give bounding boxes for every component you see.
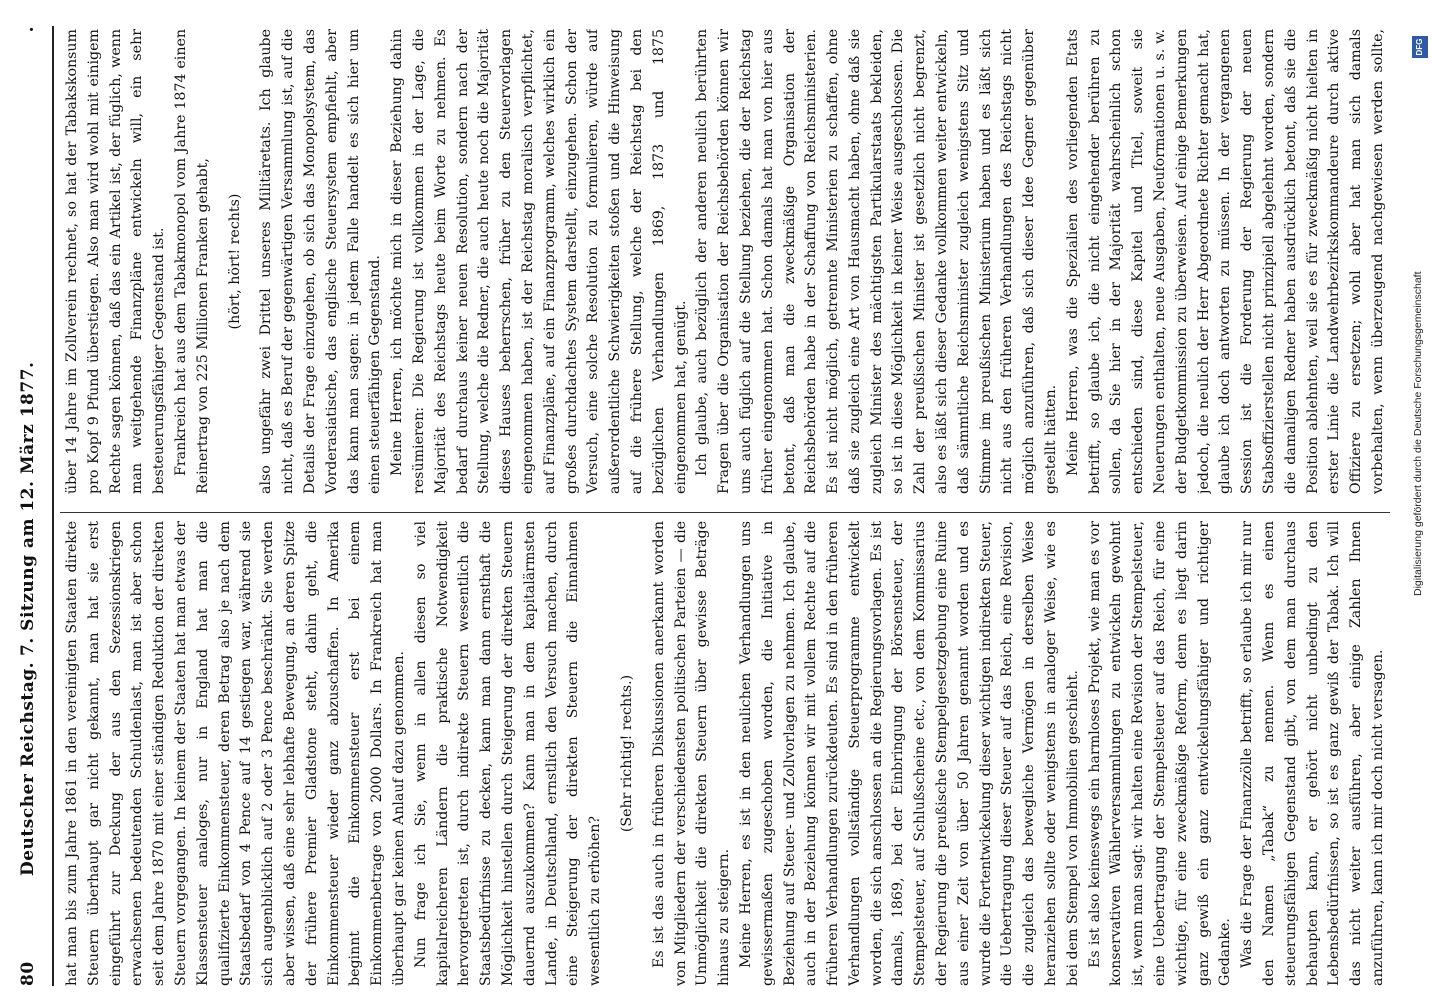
interjection: (hört, hört! rechts) bbox=[226, 193, 243, 330]
paragraph bbox=[1390, 521, 1392, 986]
paragraph: Ich glaube, auch bezüglich der anderen neulich berührten Fragen über die Organisation der Reichsbehörden können wir uns auch füglich auf die Stellung beziehen, die der Reichstag früher eingenommen hat. Schon damals hat man von hier aus betont, daß man die zweckmäßige Organisation der Reichsbehörden habe in der Schaffung von Reichsministerien. Es ist nicht möglich, getrennte Ministerien zu schaffen, ohne daß sie zugleich eine Art von Hausmacht haben, ohne daß sie zugleich Minister des mächtigsten Partikularstaats bekleiden, so ist in diese Möglichkeit in keiner Weise ausgeschlossen. Die Zahl der preußischen Minister ist gesetzlich nicht begrenzt, also es läßt sich dieser Gedanke vollkommen weiter entwickeln, daß sämmtliche Reichsminister zugleich wenigstens Sitz und Stimme im preußischen Ministerium haben und es läßt sich nicht aus den früheren Verhandlungen des Reichstags nicht möglich anzuführen, daß sich dieser Idee Gegner gegenüber gestellt hätten. bbox=[694, 29, 1060, 494]
paragraph: Meine Herren, es ist in den neulichen Verhandlungen uns gewissermaßen zugeschoben worden, die Initiative in Beziehung auf Steuer- und Zollvorlagen zu nehmen. Ich glaube, auch in der Beziehung können wir mit vollem Rechte auf die früheren Verhandlungen zurückdeuten. Es sind in den früheren Verhandlungen vollständige Steuerprogramme entwickelt worden, die sich anschlossen an die Regierungsvorlagen. Es ist damals, 1869, bei der Einbringung der Börsensteuer, der Stempelsteuer, auf Schlußscheine etc., von dem Kommissarius der Regierung die preußische Stempelgesetzgebung eine Ruine aus einer Zeit von über 50 Jahren genannt worden und es wurde die Fortentwickelung dieser wichtigen indirekten Steuer, die Uebertragung dieser Steuer auf das Reich, eine Revision, die zugleich das bewegliche Vermögen in derselben Weise heranziehen sollte oder wenigstens in analoger Weise, wie es bei dem Stempel von Immobilien geschieht. bbox=[737, 521, 1081, 986]
paragraph: Es ist also keineswegs ein harmloses Projekt, wie man es vor konservativen Wählerversammlungen zu entwickeln gewohnt ist, wenn man sagt: wir halten eine Revision der Stempelsteuer, eine Uebertragung der Stempelsteuer auf das Reich, für eine wichtige, für eine zweckmäßige Reform, denn es liegt darin ganz gewiß ein ganz entwickelungsfähiger und richtiger Gedanke. bbox=[1086, 521, 1234, 986]
interjection: (Sehr richtig! rechts.) bbox=[618, 674, 635, 833]
right-column bbox=[62, 29, 1392, 494]
paragraph: hat man bis zum Jahre 1861 in den vereinigten Staaten direkte Steuern überhaupt gar nicht gekannt, man hat sie erst eingeführt zur Deckung der aus den Sezessionskriegen erwachsenen bedeutenden Schuldenlast, man ist aber schon seit dem Jahre 1870 mit einer ständigen Reduktion der direkten Steuern vorgegangen. In keinem der Staaten hat man etwas der Klassensteuer analoges, nur in England hat man die qualifizierte Einkommensteuer, deren Betrag also je nach dem Staatsbedarf von 4 Pence auf 14 gestiegen war, während sie sich augenblicklich auf 2 oder 3 Pence beschränkt. Sie werden aber wissen, daß eine sehr lebhafte Bewegung, an deren Spitze der frühere Premier Gladstone steht, dahin geht, die Einkommensteuer wieder ganz abzuschaffen. In Amerika beginnt die Einkommensteuer erst bei einem Einkommenbetrage von 2000 Dollars. In Frankreich hat man überhaupt gar keinen Anlauf dazu genommen. bbox=[64, 521, 407, 986]
paragraph: Meine Herren, ich möchte mich in dieser Beziehung dahin resümieren: Die Regierung ist vollkommen in der Lage, die Majorität des Reichstags heute beim Worte zu nehmen. Es bedarf durchaus keiner neuen Resolution, sondern nach der Stellung, welche die Redner, die auch heute noch die Majorität dieses Hauses beherrschen, früher zu den Steuervorlagen eingenommen haben, ist der Reichstag moralisch verpflichtet, auf Finanzpläne, auf ein Finanzprogramm, welches wirklich ein großes durchdachtes System darstellt, einzugehen. Schon der Versuch, eine solche Resolution zu formulieren, würde auf außerordentliche Schwierigkeiten stoßen und die Hinweisung auf die frühere Stellung, welche der Reichstag bei den bezüglichen Verhandlungen 1869, 1873 und 1875 eingenommen hat, genügt. bbox=[389, 29, 689, 494]
paragraph: Nun frage ich Sie, wenn in allen diesen so viel kapitalreicheren Ländern die praktische Notwendigkeit hervorgetreten ist, durch indirekte Steuern wesentlich die Staatsbedürfnisse zu decken, kann man dann ernsthaft die Möglichkeit hinstellen durch Steigerung der direkten Steuern dauernd auszukommen? Kann man in dem kapitalärmsten Lande, in Deutschland, ernstlich den Versuch machen, durch eine Steigerung der direkten Steuern die Einnahmen wesentlich zu erhöhen? bbox=[412, 521, 604, 986]
header-rule bbox=[52, 26, 54, 986]
publication-title: Deutscher Reichstag. bbox=[18, 661, 38, 876]
page-header bbox=[18, 26, 48, 986]
paragraph: Was die Frage der Finanzzölle betrifft, so erlaube ich mir nur den Namen „Tabak“ zu nennen. Wenn es einen steuerungsfähigen Gegenstand gibt, von dem man durchaus behaupten kann, er gehört nicht unbedingt zu den Lebensbedürfnissen, so ist es ganz gewiß der Tabak. Ich will das nicht weiter ausführen, aber einige Zahlen Ihnen anzuführen, kann ich mir doch nicht versagen. bbox=[1239, 521, 1387, 986]
paragraph: Es ist das auch in früheren Diskussionen anerkannt worden von Mitgliedern der verschiedensten politischen Parteien — die Unmöglichkeit die direkten Steuern über gewisse Beträge hinaus zu steigern. bbox=[650, 521, 733, 986]
dfg-logo-text: DFG bbox=[1415, 38, 1424, 56]
left-column bbox=[62, 521, 1392, 986]
paragraph: Frankreich hat aus dem Tabakmonopol vom Jahre 1874 einen Reinertrag von 225 Millionen Franken gehabt, bbox=[172, 29, 211, 494]
page-number: 80 bbox=[18, 961, 38, 986]
paragraph: über 14 Jahre im Zollverein rechnet, so hat der Tabakskonsum pro Kopf 9 Pfund überstiegen. Also man wird wohl mit einigem Rechte sagen können, daß das ein Artikel ist, der füglich, wenn man weitgehende Finanzpläne entwickeln will, ein sehr besteuerungsfähiger Gegenstand ist. bbox=[64, 29, 168, 494]
header-mark: . bbox=[18, 26, 38, 33]
credit-text: Digitalisierung gefördert durch die Deutsche Forschungsgemeinschaft bbox=[1412, 271, 1424, 596]
session-date: 7. Sitzung am 12. März 1877. bbox=[18, 361, 38, 656]
paragraph: also ungefähr zwei Drittel unseres Militäretats. Ich glaube nicht, daß es Beruf der gegenwärtigen Versammlung ist, auf die Details der Frage einzugehen, ob sich das Monopolsystem, das Vorderasiatische, das englische Steuersystem empfiehlt, aber das kann man sagen: in jedem Falle handelt es sich hier um einen steuerfähigen Gegenstand. bbox=[258, 29, 384, 494]
digitization-credit bbox=[1412, 36, 1430, 596]
column-divider bbox=[60, 512, 1390, 513]
paragraph: Meine Herren, was die Spezialien des vorliegenden Etats betrifft, so glaube ich, die nicht eingehender berühren zu sollen, da Sie hier in der Majorität wahrscheinlich schon entschieden sind, diese Kapitel und Titel, soweit sie Neuerungen enthalten, neue Ausgaben, Neuformationen u. s. w. der Budgetkommission zu überweisen. Auf einige Bemerkungen jedoch, die neulich der Herr Abgeordnete Richter gemacht hat, glaube ich doch antworten zu müssen. In der vergangenen Session ist die Forderung der Regierung der neuen Stabsoffizierstellen nicht prinzipiell abgelehnt worden, sondern die damaligen Redner haben ausdrücklich betont, daß sie die Position ablehnten, weil sie es für zweckmäßig nicht hielten in erster Linie die Landwehrbezirkskommandeure durch aktive Offiziere zu ersetzen; wohl aber hat man sich damals vorbehalten, wenn überzeugend nachgewiesen werden sollte, bbox=[1064, 29, 1387, 494]
dfg-logo bbox=[1412, 36, 1428, 58]
